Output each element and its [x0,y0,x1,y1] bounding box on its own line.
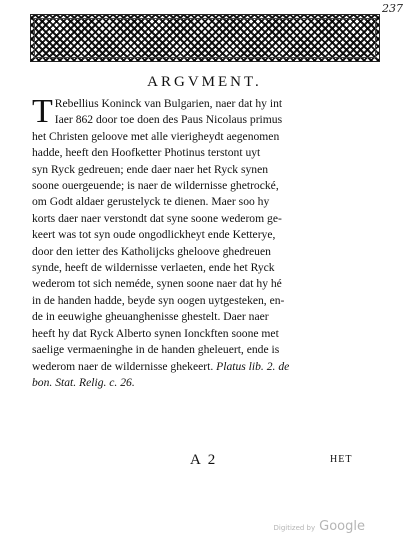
signature-mark: A 2 [190,452,218,468]
text-line-end: wederom naer de wildernisse ghekeert. [32,359,214,373]
text-line: de in eeuwighe gheuanghenisse ghestelt. Daer naer [32,310,269,324]
text-line: door den ietter des Katholijcks gheloove ghedreuen [32,244,271,258]
citation: Platus lib. 2. de [216,359,290,373]
decorative-headpiece [30,14,380,62]
watermark-prefix: Digitized by [273,524,316,532]
citation-continued: bon. Stat. Relig. c. 26. [32,375,135,389]
text-line: het Christen geloove met alle vierigheydt aegenomen [32,129,280,143]
text-line: syn Ryck gedreuen; ende daer naer het Ryck synen [32,162,269,176]
catchword: HET [330,454,353,465]
text-line: soone ouergeuende; is naer de wildernisse ghetrocké, [32,179,279,193]
drop-cap: T [32,93,53,130]
text-line [32,359,384,375]
headpiece-border [34,18,376,58]
text-line: Iaer 862 door toe doen des Paus Nicolaus primus [54,113,283,127]
page-number: 237 [382,2,403,15]
section-heading: ARGVMENT. [147,74,262,90]
digitizer-watermark [274,519,366,534]
watermark-logo: Google [319,519,365,534]
text-line: wederom tot sich neméde, synen soone naer dat hy hé [32,277,282,291]
text-line: heeft hy dat Ryck Alberto synen Ionckften soone met [32,326,279,340]
text-line: keert was tot syn oude ongodlickheyt ende Ketterye, [32,228,276,242]
text-line: synde, heeft de wildernisse verlaeten, ende het Ryck [32,261,275,275]
text-line: korts daer naer verstondt dat syne soone wederom ge- [32,211,282,225]
text-line: om Godt aldaer gerustelyck te dienen. Maer soo hy [32,195,270,209]
text-line: Rebellius Koninck van Bulgarien, naer dat hy int [54,97,283,110]
argument-text [32,93,384,391]
text-line: saelige vermaeninghe in de handen gheleuert, ende is [32,343,280,357]
text-line: in de handen hadde, beyde syn oogen uytgesteken, en- [32,293,285,307]
text-line: hadde, heeft den Hoofketter Photinus terstont uyt [32,146,261,160]
